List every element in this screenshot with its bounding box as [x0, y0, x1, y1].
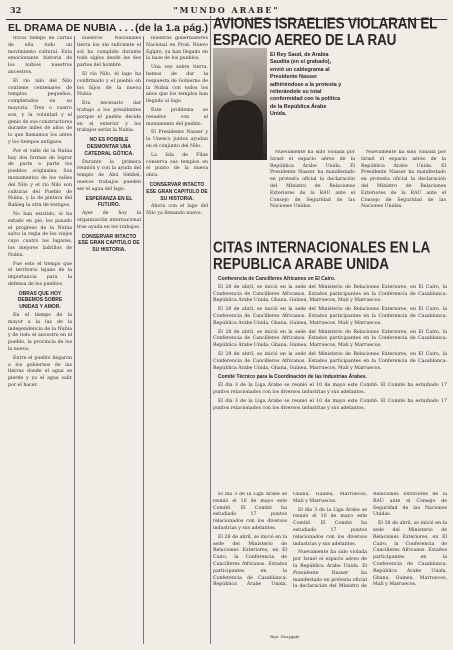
- left-column-3: [146, 36, 208, 634]
- paragraph: nuestros Nacionales tierra los sin suficiente el sol ha cumplido durante todo siglos desde las dos partes del hombre.: [77, 36, 141, 69]
- publication-title: "MUNDO ARABE": [173, 5, 280, 15]
- column-divider: [210, 16, 211, 644]
- column-divider: [74, 36, 75, 644]
- paragraph: Ahora con el lago del Nilo ya llenando nuevo.: [146, 204, 208, 217]
- left-article-continued: (de la 1.a pág.): [135, 22, 208, 34]
- photo-face: [227, 62, 253, 96]
- section-subhead: OBRAS QUE HOY DEBEMOS SOBRE UNIDAS Y AMOR.: [17, 290, 63, 311]
- paragraph: No han existido, si ha estado en pie, los pasado el progreso de la Nubia salvo la regla de los viejos cuyo cuatro los lugares, los mejores ladrillos de Nubia.: [8, 211, 72, 258]
- left-article-heading: [8, 22, 208, 34]
- section-subhead: CONSERVAR INTACTO ESE GRAN CAPITULO DE SU HISTORIA.: [78, 233, 140, 254]
- subhead-conference: Conferencia de Cancilleres Africanos en El Cairo.: [218, 276, 336, 282]
- paragraph: Ayer de hoy la organización internacional trae ayuda en los trabajos.: [77, 211, 141, 230]
- right-article-body: Nuevamente ha sido violada por Israel el espacio aéreo de la República Árabe Unida. El Presidente Nasser ha manifestado en protesta oficial la declaración del Ministro de Relaciones Exteriores de la RAU ante el Consejo de Seguridad de las Naciones Unidas. Nuevamente ha sido violada por Israel el espacio aéreo de la República Árabe Unida. El Presidente Nasser ha manifestado en protesta oficial la declaración del Ministro de Relaciones Exteriores de la RAU ante el Consejo de Seguridad de las Naciones Unidas.: [270, 150, 446, 210]
- left-column-2: [77, 36, 141, 644]
- left-article-title: EL DRAMA DE NUBIA . . .: [8, 22, 134, 34]
- paragraph: Era necesario dar trabajo a los presidentes porque el pueblo decide en el exterior y los trabajos serán la Nubia.: [77, 101, 141, 134]
- paragraph: Fue esto el tiempo que el territorio lejano de la importancia para la defensa de los pueblos.: [8, 261, 72, 287]
- photo-credit: Rep. Nosygafe: [270, 634, 300, 639]
- paragraph: Este problema se resuelve con el monumento del pueblo.: [146, 107, 208, 127]
- paragraph: Una vez sobre tierra, hemos de dar la respuesta de Gobierno de la Nubia con todos los años que los templos han llegado al lago.: [146, 65, 208, 105]
- left-column-1: [8, 36, 72, 644]
- paragraph: Por el valle de la Nubia hay dos formas de lograr de parte a parte los pueblos originales. Sus monumentos de los valles del Nilo y el río Nilo son culturas del Pueblo de Nubia, y la de pintura del Bahieg la otra de testigos.: [8, 148, 72, 209]
- section-subhead: NO ES POSIBLE DESMONTAR UNA CATEDRAL GÓTICA.: [84, 137, 134, 157]
- section-subhead: CONSERVAR INTACTO ESE GRAN CAPITULO DE SU HISTORIA.: [146, 181, 208, 202]
- photo-suit: [217, 100, 263, 160]
- second-article-body: Conferencia de Cancilleres Africanos en El Cairo. El 28 de abril, se inició en la sede del Ministerio de Relaciones Exteriores, en El Cairo, la Conferencia de Cancilleres Africanos. Estados participantes en la Conferencia de Casablanca: República Árabe Unida, Ghana, Guinea, Marruecos, Malí y Marruecos. El 28 de abril, se inició en la sede del Ministerio de Relaciones Exteriores, en El Cairo, la Conferencia de Cancilleres Africanos. Estados participantes en la Conferencia de Casablanca: República Árabe Unida, Ghana, Guinea, Marruecos, Malí y Marruecos. El 28 de abril, se inició en la sede del Ministerio de Relaciones Exteriores, en El Cairo, la Conferencia de Cancilleres Africanos. Estados participantes en la Conferencia de Casablanca: República Árabe Unida, Ghana, Guinea, Marruecos, Malí y Marruecos. El 28 de abril, se inició en la sede del Ministerio de Relaciones Exteriores, en El Cairo, la Conferencia de Cancilleres Africanos. Estados participantes en la Conferencia de Casablanca: República Árabe Unida, Ghana, Guinea, Marruecos, Malí y Marruecos. Comité Técnico para la Coordinación de las Industrias Árabes. El día 3 de la Liga Árabe se reunió el 10 de mayo este Comité. El Comité ha estudiado 17 puntos relacionados con los diversos industrias y sus adelantos. El día 3 de la Liga Árabe se reunió el 10 de mayo este Comité. El Comité ha estudiado 17 puntos relacionados con los diversos industrias y sus adelantos.: [213, 276, 447, 411]
- subhead-committee: Comité Técnico para la Coordinación de las Industrias Árabes.: [218, 374, 367, 381]
- section-subhead: ESPERANZA EN EL FUTURO.: [85, 195, 133, 209]
- paragraph: nuestros gobernadores Nacional en Prod. Nuevo Egipto, ya han llegado en la base de los pueblos.: [146, 36, 208, 62]
- king-saud-photo: [213, 48, 267, 160]
- paragraph: Entre el pueblo llegaron a los gobiernos de las tierras donde el agua se pierde y ya el agua salir por el hacer.: [8, 355, 72, 389]
- photo-caption: El Rey Saud, de Arabia Saudita (en el grabado), envió un cablegrama al Presidente Nasser adhiriéndose a la protesta y reiterándole su total conformidad con la política de la República Árabe Unida.: [270, 52, 342, 118]
- paragraph: La Isla de Filae conserva sus templos en el punto de la nueva obra.: [146, 152, 208, 179]
- column-divider: [143, 36, 144, 644]
- page-number: 32: [10, 5, 22, 15]
- paragraph: En el tiempo de la mayor a la luz de la independencia de la Nubia y de todo el ancestro en el pueblo, la provincia de los la nueva.: [8, 313, 72, 353]
- third-article-body: El día 3 de la Liga Árabe se reunió el 10 de mayo este Comité. El Comité ha estudiado 17 puntos relacionados con los diversos industrias y sus adelantos. El 28 de abril, se inició en la sede del Ministerio de Relaciones Exteriores, en El Cairo, la Conferencia de Cancilleres Africanos. Estados participantes en la Conferencia de Casablanca: República Árabe Unida, Ghana, Guinea, Marruecos, Malí y Marruecos. El día 3 de la Liga Árabe se reunió el 10 de mayo este Comité. El Comité ha estudiado 17 puntos relacionados con los diversos industrias y sus adelantos. Nuevamente ha sido violada por Israel el espacio aéreo de la República Árabe Unida. El Presidente Nasser ha manifestado en protesta oficial la declaración del Ministro de Relaciones Exteriores de la RAU ante el Consejo de Seguridad de las Naciones Unidas. El 28 de abril, se inició en la sede del Ministerio de Relaciones Exteriores, en El Cairo, la Conferencia de Cancilleres Africanos. Estados participantes en la Conferencia de Casablanca: República Árabe Unida, Ghana, Guinea, Marruecos, Malí y Marruecos.: [213, 492, 447, 590]
- paragraph: Durante la primera reunión y con la ayuda del templo de Abú Simbel, nuevos trabajos pueden ser el agua del lago.: [77, 159, 141, 192]
- second-headline: CITAS INTERNACIONALES EN LA REPUBLICA ARABE UNIDA: [213, 238, 430, 273]
- paragraph: El río Nilo, el lago ha confirmado y el pueblo en los hijos de la nueva Nubia.: [77, 71, 141, 98]
- right-headline: AVIONES ISRAELIES VIOLARAN EL ESPACIO AEREO DE LA RAU: [213, 14, 437, 49]
- paragraph: El río nilo del Nilo contiene centenares de templos pequeños, completados en su mayoría. Tres o cuatro son, y la voluntad y el genio de sus constructores durante miles de años de lo que llamamos los antes y los tiempos antiguos.: [8, 78, 72, 145]
- paragraph: El Presidente Nasser y la Unesco juntos ayudan en el conjunto del Nilo.: [146, 130, 208, 149]
- paragraph: tricos tiempo de cartas de ella todo un movimiento cultural. Esta emocionante historia de los nubios nuestros ancestros.: [8, 36, 72, 75]
